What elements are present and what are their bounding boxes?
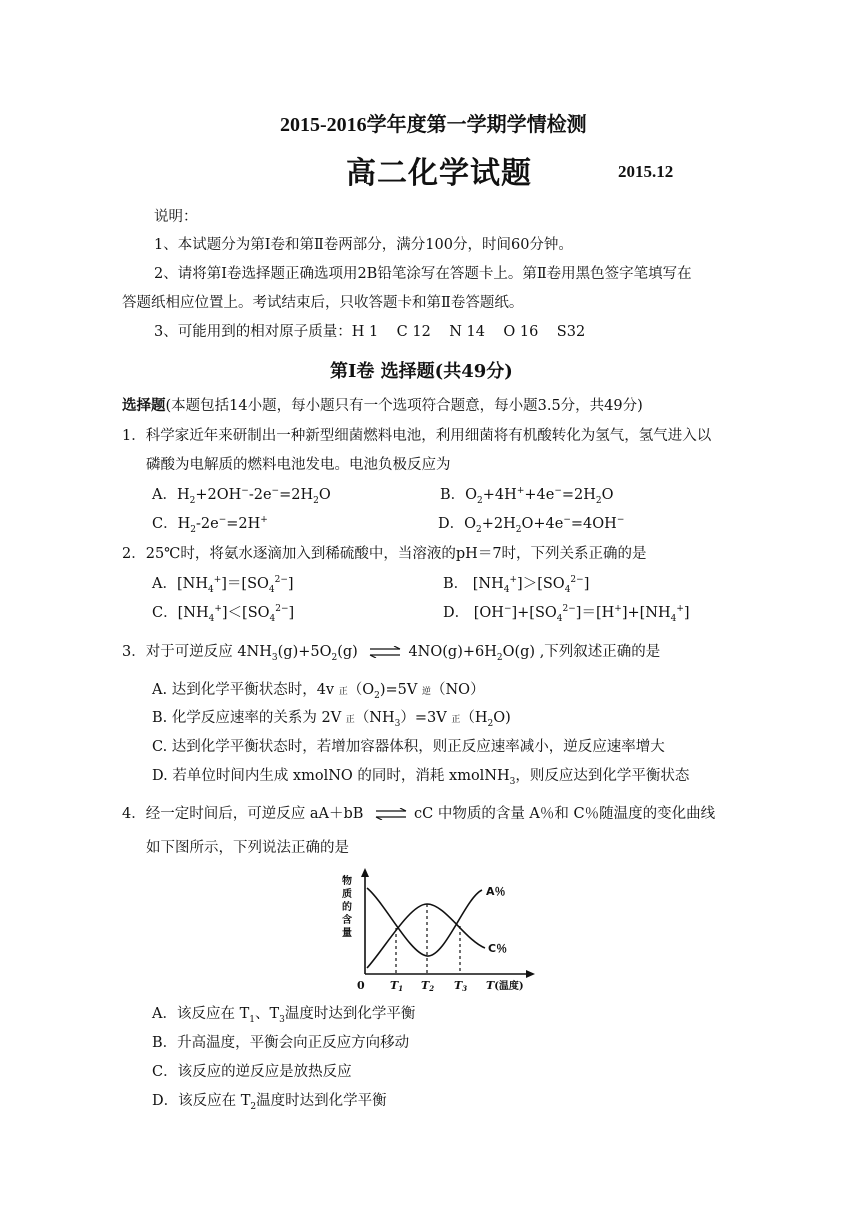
tick-label-t2: T2 [421,979,435,992]
q3-stem-right: ,下列叙述正确的是 [539,644,661,660]
q3-option-a: A. 达到化学平衡状态时，4v 正$(O_2)=5V$ 逆（NO） [152,682,485,701]
q1-option-b: B．$O_2+4H^++4e^-=2H_2O$ [440,486,614,506]
q3-option-d-text: D. 若单位时间内生成 xmolNO 的同时，消耗 xmolNH [152,768,510,784]
y-axis-label-char-2: 的 [342,902,352,913]
y-axis-label-char-1: 质 [342,889,352,900]
q1-option-d: D．$O_2+2H_2O+4e^-=4OH^-$ [438,515,625,535]
section-intro [122,396,643,416]
y-axis-label-char-3: 含 [342,915,352,926]
q4-option-d: D．该反应在 $T_2$温度时达到化学平衡 [152,1093,387,1112]
subject-title: 高二化学试题 [346,156,532,191]
note-1: 1、本试题分为第Ⅰ卷和第Ⅱ卷两部分，满分100分，时间60分钟。 [154,237,573,253]
tick-label-t1: T1 [390,979,404,992]
section-intro-rest: (本题包括14小题，每小题只有一个选项符合题意，每小题3.5分，共49分) [165,398,643,414]
q1-stem-line1: 1．科学家近年来研制出一种新型细菌燃料电池，利用细菌将有机酸转化为氢气，氢气进入以 [122,428,712,444]
notes-label: 说明： [154,209,198,225]
equilibrium-arrow-icon [368,646,402,658]
q4-option-c: C．该反应的逆反应是放热反应 [152,1064,352,1080]
q4-stem-line2: 如下图所示，下列说法正确的是 [146,840,349,856]
exam-title: 2015-2016学年度第一学期学情检测 [280,114,587,136]
exam-date: 2015.12 [618,162,674,181]
tick-label-0: 0 [357,979,365,992]
y-axis-label-char-0: 物 [342,876,352,887]
note-2: 2、请将第Ⅰ卷选择题正确选项用2B铅笔涂写在答题卡上。第Ⅱ卷用黑色签字笔填写在 [154,266,692,282]
q4-stem [122,804,715,824]
q1-stem-line2: 磷酸为电解质的燃料电池发电。电池负极反应为 [146,457,451,473]
series-label-a: A％ [486,885,506,898]
y-axis-arrow-icon [361,868,369,877]
q4-stem-a: 4．经一定时间后，可逆反应 aA＋bB [122,806,364,822]
q2-option-a: A．$[NH_4^+]=[SO_4^{2-}]$ [152,575,294,595]
tick-label-t3: T3 [454,979,468,992]
series-c-percent [367,904,485,968]
section-intro-bold: 选择题 [122,397,166,414]
series-label-c: C％ [488,942,508,955]
note-3: 3、可能用到的相对原子质量：H 1 C 12 N 14 O 16 S32 [154,324,586,340]
q3-stem: 3．对于可逆反应 $4NH_3(g)+5O_2(g)$ $4NO(g)+6H_2O(g)$ ,下列叙述正确的是 [122,644,661,663]
x-axis-arrow-icon [526,970,535,978]
x-axis-label: T(温度) [486,979,524,992]
q4-option-b: B．升高温度，平衡会向正反应方向移动 [152,1035,410,1051]
equilibrium-arrow-icon [374,808,408,820]
q1-option-a: A．$H_2+2OH^--2e^-=2H_2O$ [152,486,331,506]
q2-option-b: B． $[NH_4^+]>[SO_4^{2-}]$ [443,575,590,595]
q2-option-d: D． $[OH^-]+[SO_4^{2-}]=[H^+]+[NH_4^+]$ [443,604,690,624]
note-2-cont: 答题纸相应位置上。考试结束后，只收答题卡和第Ⅱ卷答题纸。 [122,295,524,311]
section-title: 第Ⅰ卷 选择题(共49分) [330,361,513,382]
q4-option-d-text: D．该反应在 T [152,1093,251,1109]
q1-option-c: C．$H_2-2e^-=2H^+$ [152,515,268,535]
q3-option-c: C. 达到化学平衡状态时，若增加容器体积，则正反应速率减小，逆反应速率增大 [152,739,665,755]
q3-option-b: B. 化学反应速率的关系为 2V 正$(NH_3)=3V$ 正$(H_2O)$ [152,710,511,729]
q4-option-a-text: A．该反应在 T [152,1006,250,1022]
q2-stem: 2．25℃时，将氨水逐滴加入到稀硫酸中，当溶液的pH＝7时，下列关系正确的是 [122,546,647,562]
temperature-content-chart [330,868,540,992]
q2-option-c: C．$[NH_4^+]<[SO_4^{2-}]$ [152,604,295,624]
q4-option-a: A．该反应在 $T_1$、$T_3$温度时达到化学平衡 [152,1006,416,1025]
y-axis-label-char-4: 量 [342,928,352,939]
q3-option-d: D. 若单位时间内生成 xmolNO 的同时，消耗 xmolNH$_3$，则反应达到化学平衡状态 [152,768,690,787]
q4-stem-b: cC 中物质的含量 A％和 C％随温度的变化曲线 [414,806,716,822]
q3-stem-left: 3．对于可逆反应 4NH [122,644,272,660]
